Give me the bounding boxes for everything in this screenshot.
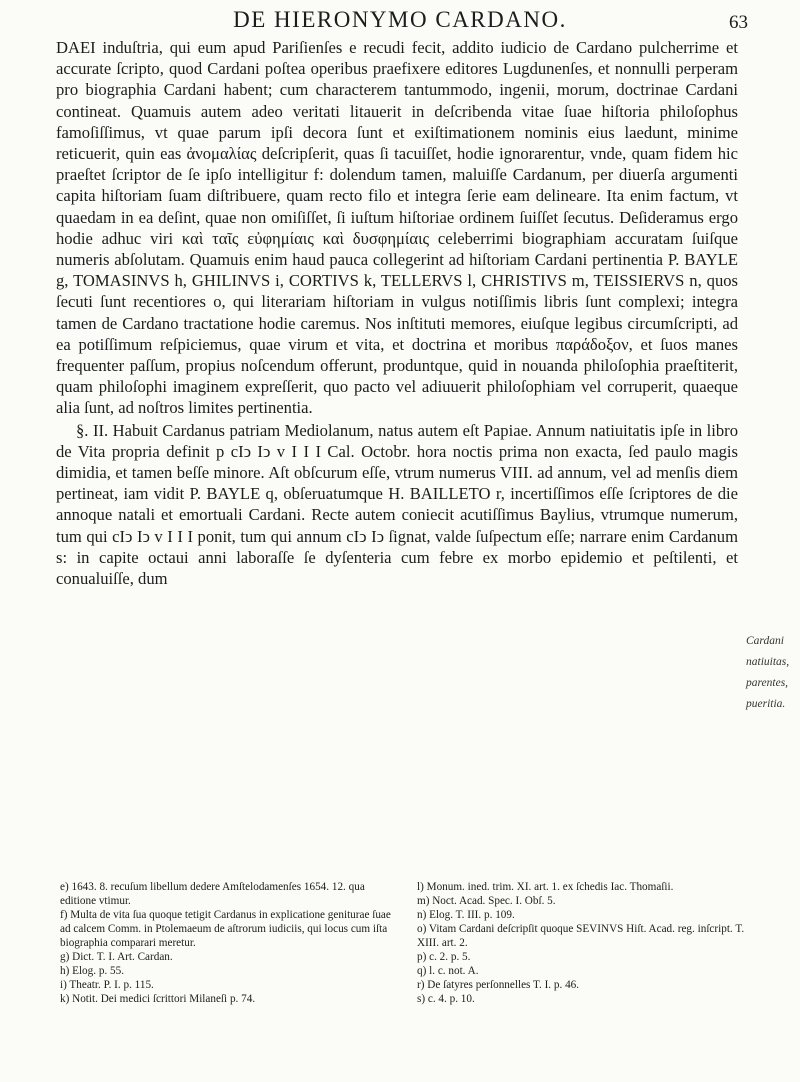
footnote: p) c. 2. p. 5. <box>417 951 471 963</box>
body-paragraph-1: DAEI induſtria, qui eum apud Pariſienſes e recudi fecit, addito iudicio de Cardano pulcherrime et accurate ſcripto, quod Cardani poſtea operibus praefixere editores Lugdunenſes, et nonnulli perperam pro biographia Cardani habent; cum characterem tantummodo, ingenii, morum, doctrinae Cardani contineat. Quamuis autem adeo veritati litauerit in deſcribenda vitae ſuae hiſtoria philoſophus famoſiſſimus, vt quae parum ipſi decora ſunt et exiſtimationem nominis eius laedunt, minime reticuerit, quin eas ἀνομαλίας deſcripſerit, quas ſi tacuiſſet, hodie ignorarentur, vnde, quam fidem hic praeſtet ſcriptor de ſe ipſo intelligitur f: dolendum tamen, maluiſſe Cardanum, per diuerſa argumenti capita hiſtoriam ſuam diſtribuere, quam recto filo et integra ſerie eam delineare. Ita enim factum, vt quaedam in ea deſint, quae non omiſiſſet, ſi iuſtum hiſtoriae ordinem ſuiſſet ſecutus. Deſideramus ergo hodie adhuc viri καὶ ταῖς εὐφημίαις καὶ δυσφημίαις celeberrimi biographiam accuratam ſuiſque numeris abſolutam. Quamuis enim haud pauca collegerint ad hiſtoriam Cardani pertinentia P. BAYLE g, TOMASINVS h, GHILINVS i, CORTIVS k, TELLERVS l, CHRISTIVS m, TEISSIERVS n, quos ſecuti ſunt recentiores o, qui literariam hiſtoriam in vulgus notiſſimis libris ſunt complexi; integra tamen de Cardano tractatione hodie caremus. Nos inſtituti memores, eiuſque legibus circumſcripti, ad ea potiſſimum reſpiciemus, quae virum et vita, et doctrina et moribus παράδοξον, et ſuos manes frequenter paſſum, propius noſcendum offerunt, produntque, quid in nouanda philoſophia praeſtiterit, quam philoſophi imaginem expreſſerit, quo pacto vel adiuuerit philoſophiam vel corruperit, quaeque alia ſunt, ad noſtros limites pertinentia. <box>56 38 738 418</box>
footnotes-right-column <box>411 880 750 1006</box>
footnote: q) l. c. not. A. <box>417 965 479 977</box>
footnote: k) Notit. Dei medici ſcrittori Milaneſi p. 74. <box>60 993 256 1005</box>
margin-note: Cardani natiuitas, parentes, pueritia. <box>746 635 790 710</box>
footnote: s) c. 4. p. 10. <box>417 993 475 1005</box>
footnote: g) Dict. T. I. Art. Cardan. <box>60 951 173 963</box>
footnotes <box>60 880 750 1006</box>
page-header <box>0 5 800 35</box>
footnote: f) Multa de vita ſua quoque tetigit Cardanus in explicatione geniturae ſuae ad calcem Comm. in Ptolemaeum de aſtrorum iudiciis, qui locus cum iſta biographia comparari meretur. <box>60 909 391 949</box>
main-text <box>56 37 738 589</box>
footnote: h) Elog. p. 55. <box>60 965 125 977</box>
footnote: i) Theatr. P. I. p. 115. <box>60 979 154 991</box>
body-paragraph-2: §. II. Habuit Cardanus patriam Mediolanum, natus autem eſt Papiae. Annum natiuitatis ipſe in libro de Vita propria definit p cIↄ Iↄ v I I I Cal. Octobr. hora noctis prima non exacta, ſed paulo magis dimidia, et tamen beſſe minore. Aſt obſcurum eſſe, vtrum numerus VIII. ad annum, vel ad menſis diem pertineat, iam vidit P. BAYLE q, obſeruatumque H. BAILLETO r, incertiſſimos eſſe ſcriptores de die annoque natali et emortuali Cardani. Recte autem coniecit acutiſſimus Baylius, vtrumque numerum, tum qui cIↄ Iↄ v I I I ponit, tum qui annum cIↄ Iↄ ſignat, valde ſuſpectum eſſe; narrare enim Cardanum s: in capite octaui anni laboraſſe ſe dyſenteria cum febre ex morbo epidemio et peſtilenti, et conualuiſſe, dum <box>56 420 738 589</box>
footnote: o) Vitam Cardani deſcripſit quoque SEVINVS Hiſt. Acad. reg. inſcript. T. XIII. art. 2. <box>417 923 745 949</box>
footnote: r) De ſatyres perſonnelles T. I. p. 46. <box>417 979 580 991</box>
footnote: e) 1643. 8. recuſum libellum dedere Amſtelodamenſes 1654. 12. qua editione vtimur. <box>60 881 365 907</box>
footnote: n) Elog. T. III. p. 109. <box>417 909 515 921</box>
footnote: l) Monum. ined. trim. XI. art. 1. ex ſchedis Iac. Thomaſii. <box>417 881 674 893</box>
page-number: 63 <box>729 12 748 33</box>
running-title: DE HIERONYMO CARDANO. <box>233 7 567 32</box>
footnote: m) Noct. Acad. Spec. I. Obſ. 5. <box>417 895 556 907</box>
footnotes-left-column <box>60 880 393 1006</box>
